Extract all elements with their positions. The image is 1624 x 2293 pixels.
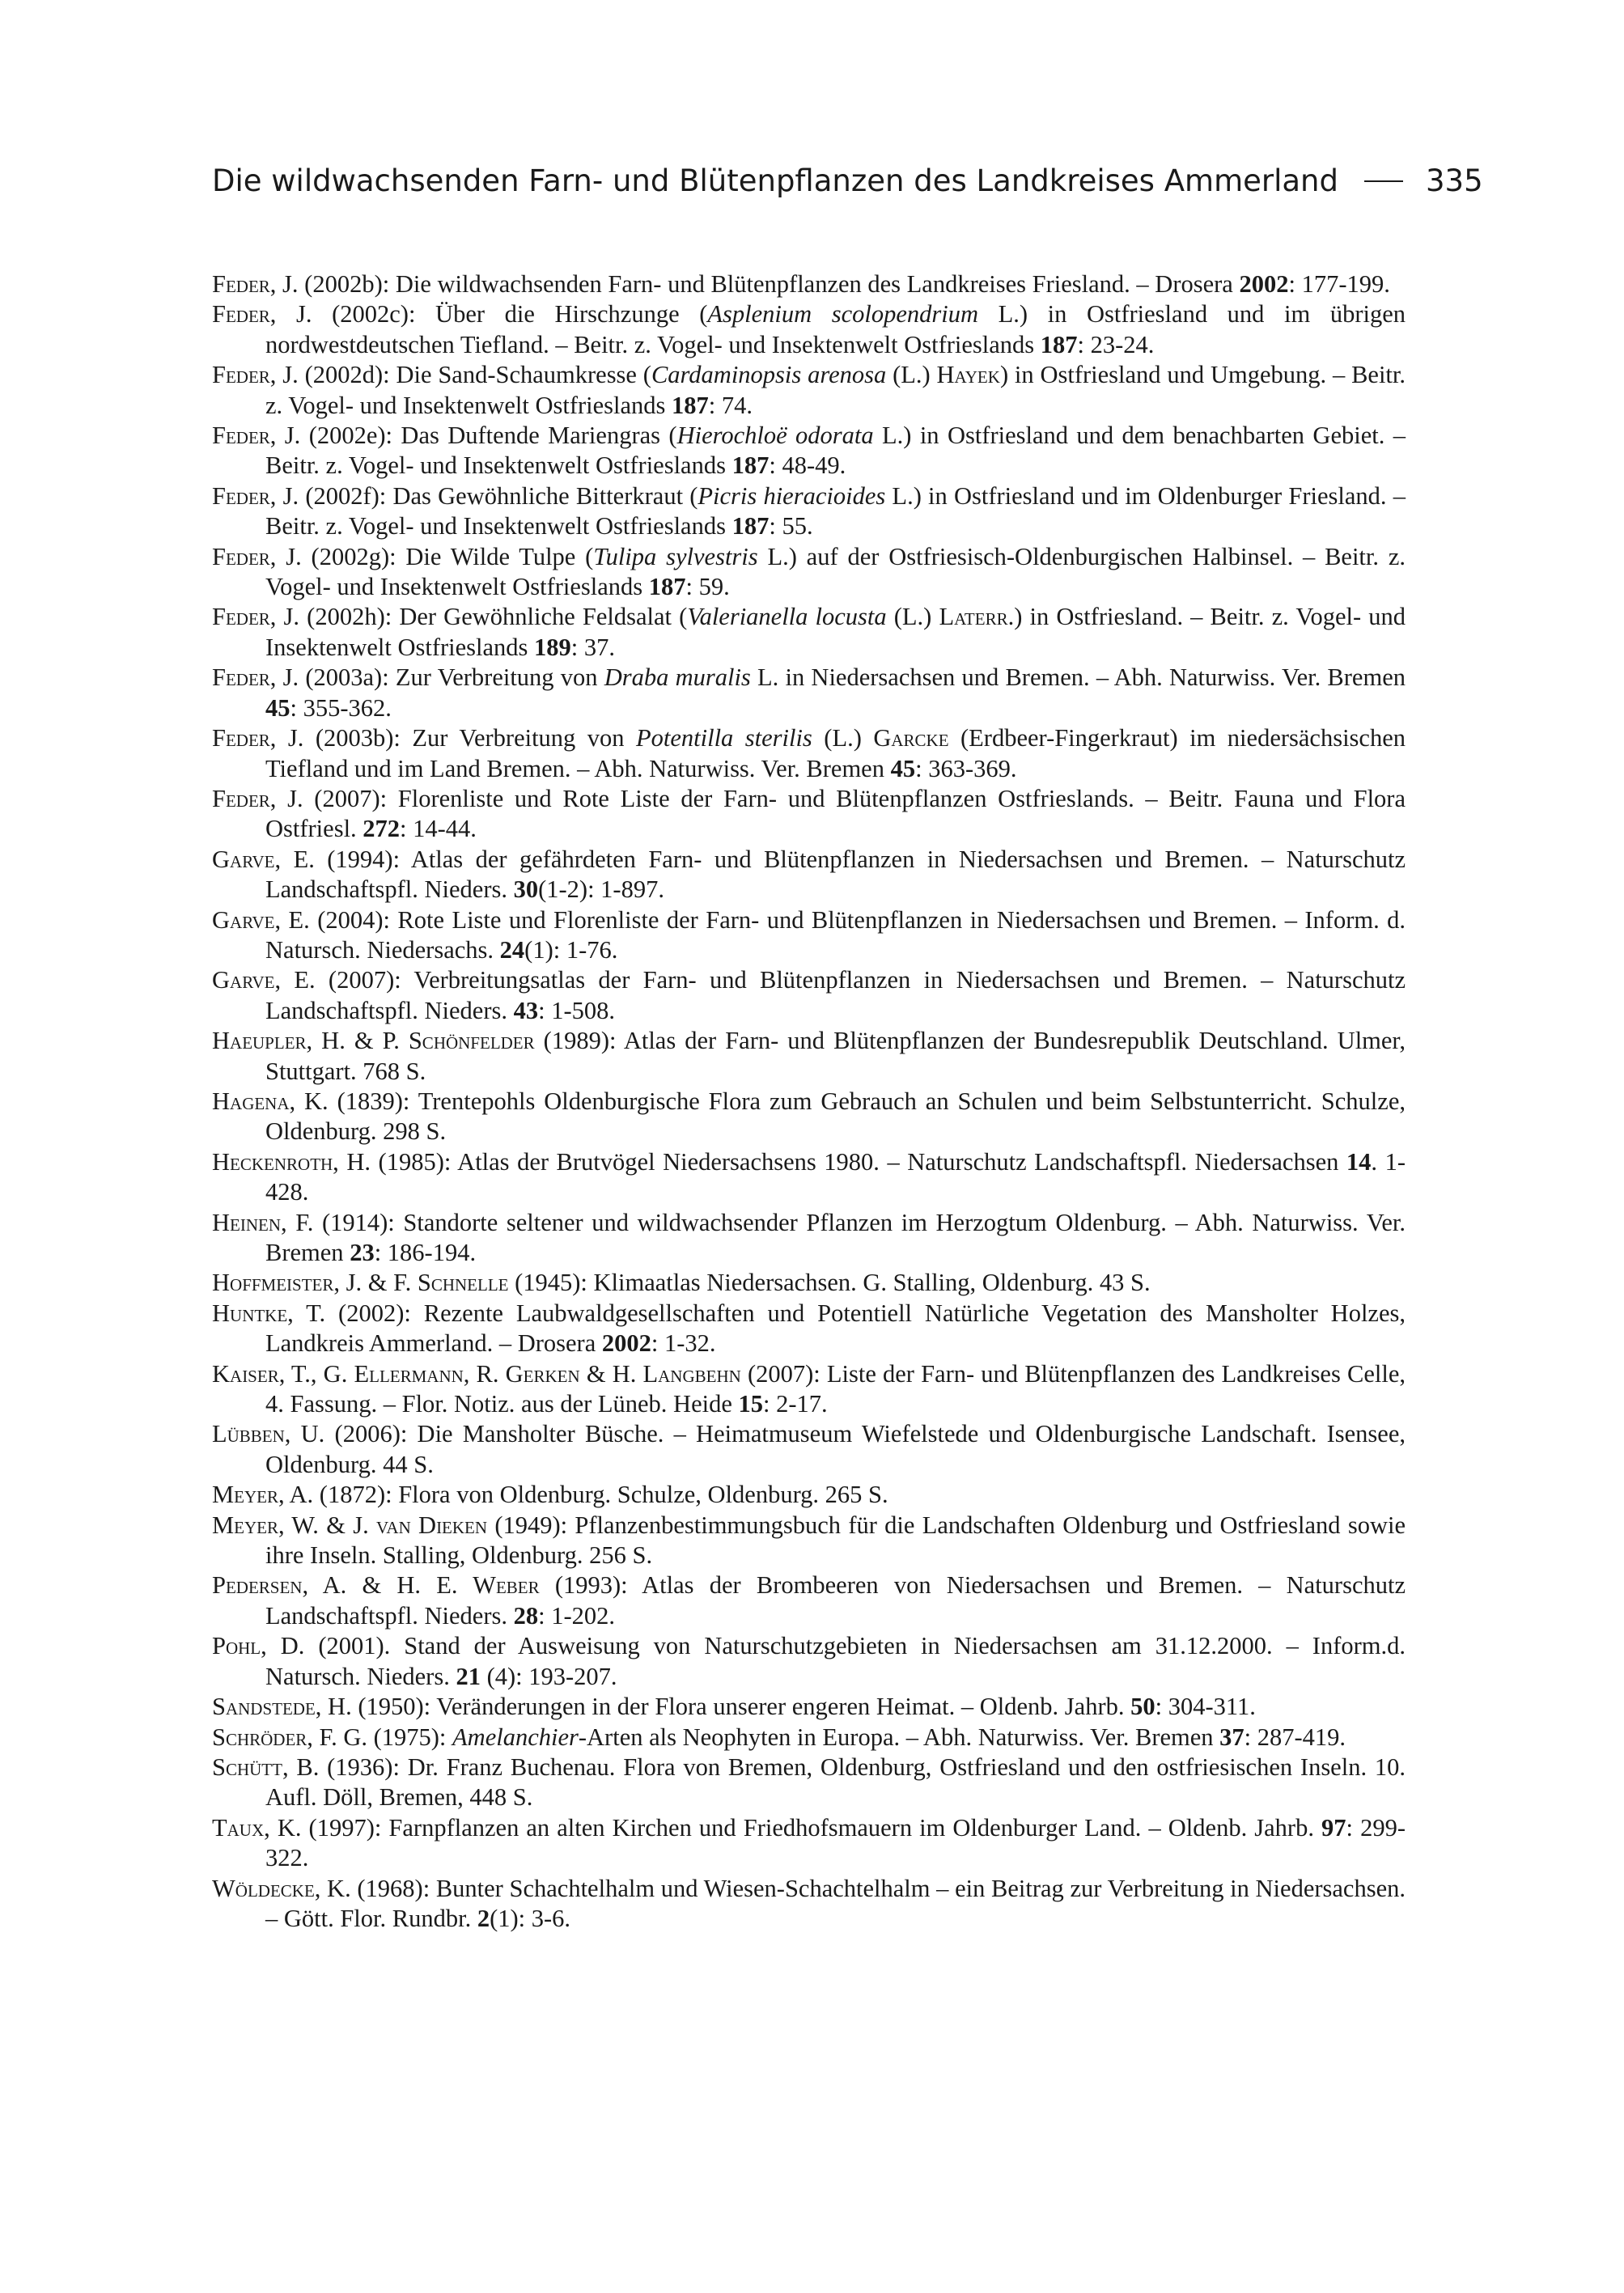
reference-entry: Pohl, D. (2001). Stand der Ausweisung von Naturschutzgebieten in Niedersachsen am 31.12.2000. – Inform.d. Natursch. Nieders. 21 (4): 193-207. (212, 1632, 1406, 1690)
reference-entry: Sandstede, H. (1950): Veränderungen in der Flora unserer engeren Heimat. – Oldenb. Jahrb. 50: 304-311. (212, 1693, 1256, 1721)
reference-entry: Feder, J. (2003b): Zur Verbreitung von Potentilla sterilis (L.) Garcke (Erdbeer-Fingerkraut) im niedersächsischen Tiefland und im Land Bremen. – Abh. Naturwiss. Ver. Bremen 45: 363-369. (212, 724, 1406, 782)
running-header (212, 162, 1483, 201)
reference-entry: Taux, K. (1997): Farnpflanzen an alten Kirchen und Friedhofsmauern im Oldenburger Land. – Oldenb. Jahrb. 97: 299-322. (212, 1813, 1406, 1872)
header-dash (1364, 180, 1403, 182)
reference-entry: Haeupler, H. & P. Schönfelder (1989): Atlas der Farn- und Blütenpflanzen der Bundesrepublik Deutschland. Ulmer, Stuttgart. 768 S. (212, 1027, 1406, 1085)
reference-entry: Garve, E. (2007): Verbreitungsatlas der Farn- und Blütenpflanzen in Niedersachsen und Bremen. – Naturschutz Landschaftspfl. Nieders. 43: 1-508. (212, 966, 1406, 1024)
reference-entry: Garve, E. (1994): Atlas der gefährdeten Farn- und Blütenpflanzen in Niedersachsen und Bremen. – Naturschutz Landschaftspfl. Nieders. 30(1-2): 1-897. (212, 845, 1406, 904)
reference-entry: Feder, J. (2002g): Die Wilde Tulpe (Tulipa sylvestris L.) auf der Ostfriesisch-Oldenburgischen Halbinsel. – Beitr. z. Vogel- und Insektenwelt Ostfrieslands 187: 59. (212, 542, 1406, 601)
reference-entry: Schütt, B. (1936): Dr. Franz Buchenau. Flora von Bremen, Oldenburg, Ostfriesland und den ostfriesischen Inseln. 10. Aufl. Döll, Bremen, 448 S. (212, 1753, 1406, 1812)
reference-entry: Pedersen, A. & H. E. Weber (1993): Atlas der Brombeeren von Niedersachsen und Bremen. – Naturschutz Landschaftspfl. Nieders. 28: 1-202. (212, 1571, 1406, 1630)
reference-entry: Feder, J. (2002c): Über die Hirschzunge (Asplenium scolopendrium L.) in Ostfriesland und im übrigen nordwestdeutschen Tiefland. – Beitr. z. Vogel- und Insektenwelt Ostfrieslands 187: 23-24. (212, 300, 1406, 358)
reference-entry: Heinen, F. (1914): Standorte seltener und wildwachsender Pflanzen im Herzogtum Oldenburg. – Abh. Naturwiss. Ver. Bremen 23: 186-194. (212, 1208, 1406, 1266)
reference-entry: Feder, J. (2007): Florenliste und Rote Liste der Farn- und Blütenpflanzen Ostfrieslands. – Beitr. Fauna und Flora Ostfriesl. 272: 14-44. (212, 784, 1406, 843)
reference-entry: Huntke, T. (2002): Rezente Laubwaldgesellschaften und Potentiell Natürliche Vegetation des Mansholter Holzes, Landkreis Ammerland. – Drosera 2002: 1-32. (212, 1299, 1406, 1358)
reference-entry: Lübben, U. (2006): Die Mansholter Büsche. – Heimatmuseum Wiefelstede und Oldenburgische Landschaft. Isensee, Oldenburg. 44 S. (212, 1420, 1406, 1478)
reference-entry: Meyer, A. (1872): Flora von Oldenburg. Schulze, Oldenburg. 265 S. (212, 1481, 888, 1509)
reference-entry: Feder, J. (2003a): Zur Verbreitung von Draba muralis L. in Niedersachsen und Bremen. – Abh. Naturwiss. Ver. Bremen 45: 355-362. (212, 663, 1406, 722)
reference-entry: Feder, J. (2002d): Die Sand-Schaumkresse (Cardaminopsis arenosa (L.) Hayek) in Ostfriesland und Umgebung. – Beitr. z. Vogel- und Insektenwelt Ostfrieslands 187: 74. (212, 361, 1406, 419)
reference-entry: Hoffmeister, J. & F. Schnelle (1945): Klimaatlas Niedersachsen. G. Stalling, Oldenburg. 43 S. (212, 1269, 1151, 1297)
reference-entry: Feder, J. (2002e): Das Duftende Mariengras (Hierochloë odorata L.) in Ostfriesland und dem benachbarten Gebiet. – Beitr. z. Vogel- und Insektenwelt Ostfrieslands 187: 48-49. (212, 422, 1406, 480)
reference-entry: Meyer, W. & J. van Dieken (1949): Pflanzenbestimmungsbuch für die Landschaften Oldenburg und Ostfriesland sowie ihre Inseln. Stalling, Oldenburg. 256 S. (212, 1511, 1406, 1570)
reference-list (212, 269, 1406, 1934)
reference-entry: Heckenroth, H. (1985): Atlas der Brutvögel Niedersachsens 1980. – Naturschutz Landschaftspfl. Niedersachsen 14. 1-428. (212, 1147, 1406, 1206)
page-number: 335 (1425, 163, 1483, 198)
reference-entry: Kaiser, T., G. Ellermann, R. Gerken & H. Langbehn (2007): Liste der Farn- und Blütenpflanzen des Landkreises Celle, 4. Fassung. – Flor. Notiz. aus der Lüneb. Heide 15: 2-17. (212, 1359, 1406, 1418)
reference-entry: Hagena, K. (1839): Trentepohls Oldenburgische Flora zum Gebrauch an Schulen und beim Selbstunterricht. Schulze, Oldenburg. 298 S. (212, 1087, 1406, 1146)
reference-entry: Wöldecke, K. (1968): Bunter Schachtelhalm und Wiesen-Schachtelhalm – ein Beitrag zur Verbreitung in Niedersachsen. – Gött. Flor. Rundbr. 2(1): 3-6. (212, 1874, 1406, 1932)
running-title: Die wildwachsenden Farn- und Blütenpflanzen des Landkreises Ammerland (212, 163, 1338, 198)
reference-entry: Garve, E. (2004): Rote Liste und Florenliste der Farn- und Blütenpflanzen in Niedersachsen und Bremen. – Inform. d. Natursch. Niedersachs. 24(1): 1-76. (212, 905, 1406, 964)
reference-entry: Feder, J. (2002h): Der Gewöhnliche Feldsalat (Valerianella locusta (L.) Laterr.) in Ostfriesland. – Beitr. z. Vogel- und Insektenwelt Ostfrieslands 189: 37. (212, 603, 1406, 661)
reference-entry: Feder, J. (2002b): Die wildwachsenden Farn- und Blütenpflanzen des Landkreises Friesland. – Drosera 2002: 177-199. (212, 270, 1390, 298)
reference-entry: Schröder, F. G. (1975): Amelanchier-Arten als Neophyten in Europa. – Abh. Naturwiss. Ver. Bremen 37: 287-419. (212, 1723, 1346, 1751)
reference-entry: Feder, J. (2002f): Das Gewöhnliche Bitterkraut (Picris hieracioides L.) in Ostfriesland und im Oldenburger Friesland. – Beitr. z. Vogel- und Insektenwelt Ostfrieslands 187: 55. (212, 481, 1406, 540)
